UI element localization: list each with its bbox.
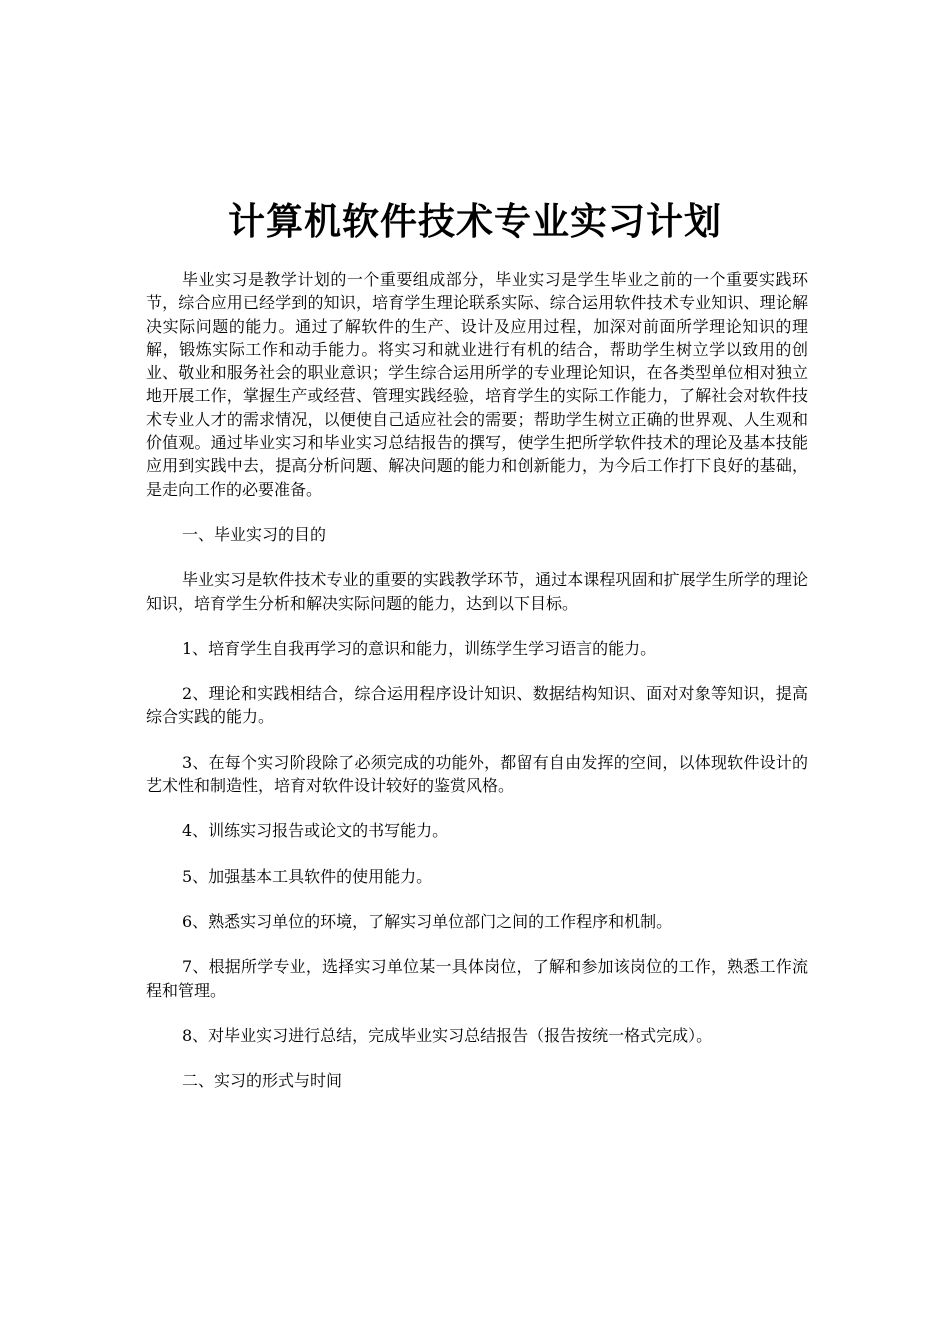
goal-item-7: 7、根据所学专业，选择实习单位某一具体岗位，了解和参加该岗位的工作，熟悉工作流程和管理。: [146, 957, 808, 1000]
goal-item-4: 4、训练实习报告或论文的书写能力。: [182, 821, 449, 841]
goal-item-8: 8、对毕业实习进行总结，完成毕业实习总结报告（报告按统一格式完成）。: [182, 1025, 713, 1045]
goal-item-1: 1、培育学生自我再学习的意识和能力，训练学生学习语言的能力。: [182, 638, 657, 658]
intro-paragraph: 毕业实习是教学计划的一个重要组成部分，毕业实习是学生毕业之前的一个重要实践环节，综合应用已经学到的知识，培育学生理论联系实际、综合运用软件技术专业知识、理论解决实际问题的能力。通过了解软件的生产、设计及应用过程，加深对前面所学理论知识的理解，锻炼实际工作和动手能力。将实习和就业进行有机的结合，帮助学生树立学以致用的创业、敬业和服务社会的职业意识；学生综合运用所学的专业理论知识，在各类型单位相对独立地开展工作，掌握生产或经营、管理实践经验，培育学生的实际工作能力，了解社会对软件技术专业人才的需求情况，以便使自己适应社会的需要；帮助学生树立正确的世界观、人生观和价值观。通过毕业实习和毕业实习总结报告的撰写，使学生把所学软件技术的理论及基本技能应用到实践中去，提高分析问题、解决问题的能力和创新能力，为今后工作打下良好的基础，是走向工作的必要准备。: [146, 270, 808, 499]
goal-item-2: 2、理论和实践相结合，综合运用程序设计知识、数据结构知识、面对对象等知识，提高综合实践的能力。: [146, 684, 808, 727]
document-title: 计算机软件技术专业实习计划: [228, 200, 722, 243]
purpose-paragraph: 毕业实习是软件技术专业的重要的实践教学环节，通过本课程巩固和扩展学生所学的理论知识，培育学生分析和解决实际问题的能力，达到以下目标。: [146, 570, 808, 613]
section-heading-format-time: 二、实习的形式与时间: [182, 1071, 343, 1091]
goal-item-6: 6、熟悉实习单位的环境，了解实习单位部门之间的工作程序和机制。: [182, 911, 673, 931]
section-heading-purpose: 一、毕业实习的目的: [182, 524, 327, 544]
goal-item-5: 5、加强基本工具软件的使用能力。: [182, 866, 433, 886]
document-body: [146, 268, 808, 1092]
goal-item-3: 3、在每个实习阶段除了必须完成的功能外，都留有自由发挥的空间，以体现软件设计的艺术性和制造性，培育对软件设计较好的鉴赏风格。: [146, 752, 808, 796]
